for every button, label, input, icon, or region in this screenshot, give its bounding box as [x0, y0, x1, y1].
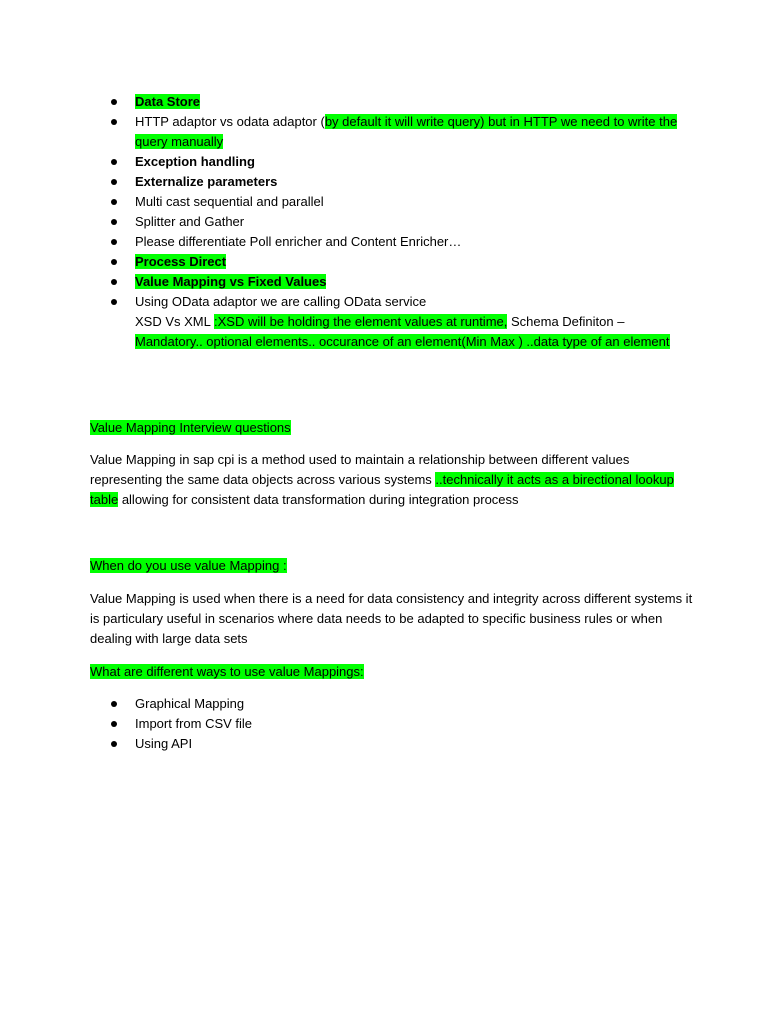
paragraph-line: dealing with large data sets: [90, 631, 248, 646]
bullet-icon: [111, 259, 117, 265]
bullet-icon: [111, 741, 117, 747]
paragraph-line: Value Mapping is used when there is a need for data consistency and integrity across different systems it: [90, 591, 693, 606]
section-heading: When do you use value Mapping :: [90, 558, 287, 573]
list-item: Multi cast sequential and parallel: [135, 194, 324, 209]
list-item-continuation: XSD Vs XML :XSD will be holding the element values at runtime, Schema Definiton –: [135, 314, 625, 329]
bullet-icon: [111, 99, 117, 105]
list-item: Value Mapping vs Fixed Values: [135, 274, 327, 289]
list-item: Exception handling: [135, 154, 255, 169]
list-item: Using API: [135, 736, 193, 751]
list-item: Please differentiate Poll enricher and Content Enricher…: [135, 234, 462, 249]
bullet-icon: [111, 279, 117, 285]
bullet-icon: [111, 179, 117, 185]
bullet-icon: [111, 299, 117, 305]
list-item: Data Store: [135, 94, 201, 109]
list-item: HTTP adaptor vs odata adaptor (by default it will write query) but in HTTP we need to write the: [135, 114, 678, 129]
list-item-continuation: query manually: [135, 134, 224, 149]
section-heading: What are different ways to use value Mappings:: [90, 664, 364, 679]
bullet-icon: [111, 701, 117, 707]
list-item: Splitter and Gather: [135, 214, 245, 229]
bullet-icon: [111, 721, 117, 727]
bullet-icon: [111, 239, 117, 245]
bullet-icon: [111, 119, 117, 125]
list-item: Import from CSV file: [135, 716, 253, 731]
list-item: Graphical Mapping: [135, 696, 245, 711]
list-item-continuation: Mandatory.. optional elements.. occurance of an element(Min Max ) ..data type of an element: [135, 334, 670, 349]
list-item: Externalize parameters: [135, 174, 278, 189]
paragraph-line: Value Mapping in sap cpi is a method used to maintain a relationship between different values: [90, 452, 630, 467]
list-item: Using OData adaptor we are calling OData service: [135, 294, 427, 309]
paragraph-line: representing the same data objects across various systems ..technically it acts as a birectional lookup: [90, 472, 674, 487]
bullet-icon: [111, 219, 117, 225]
bullet-icon: [111, 159, 117, 165]
bullet-icon: [111, 199, 117, 205]
list-item: Process Direct: [135, 254, 227, 269]
section-heading: Value Mapping Interview questions: [90, 420, 291, 435]
paragraph-line: is particulary useful in scenarios where data needs to be adapted to specific business rules or when: [90, 611, 663, 626]
paragraph-line: table allowing for consistent data transformation during integration process: [90, 492, 519, 507]
